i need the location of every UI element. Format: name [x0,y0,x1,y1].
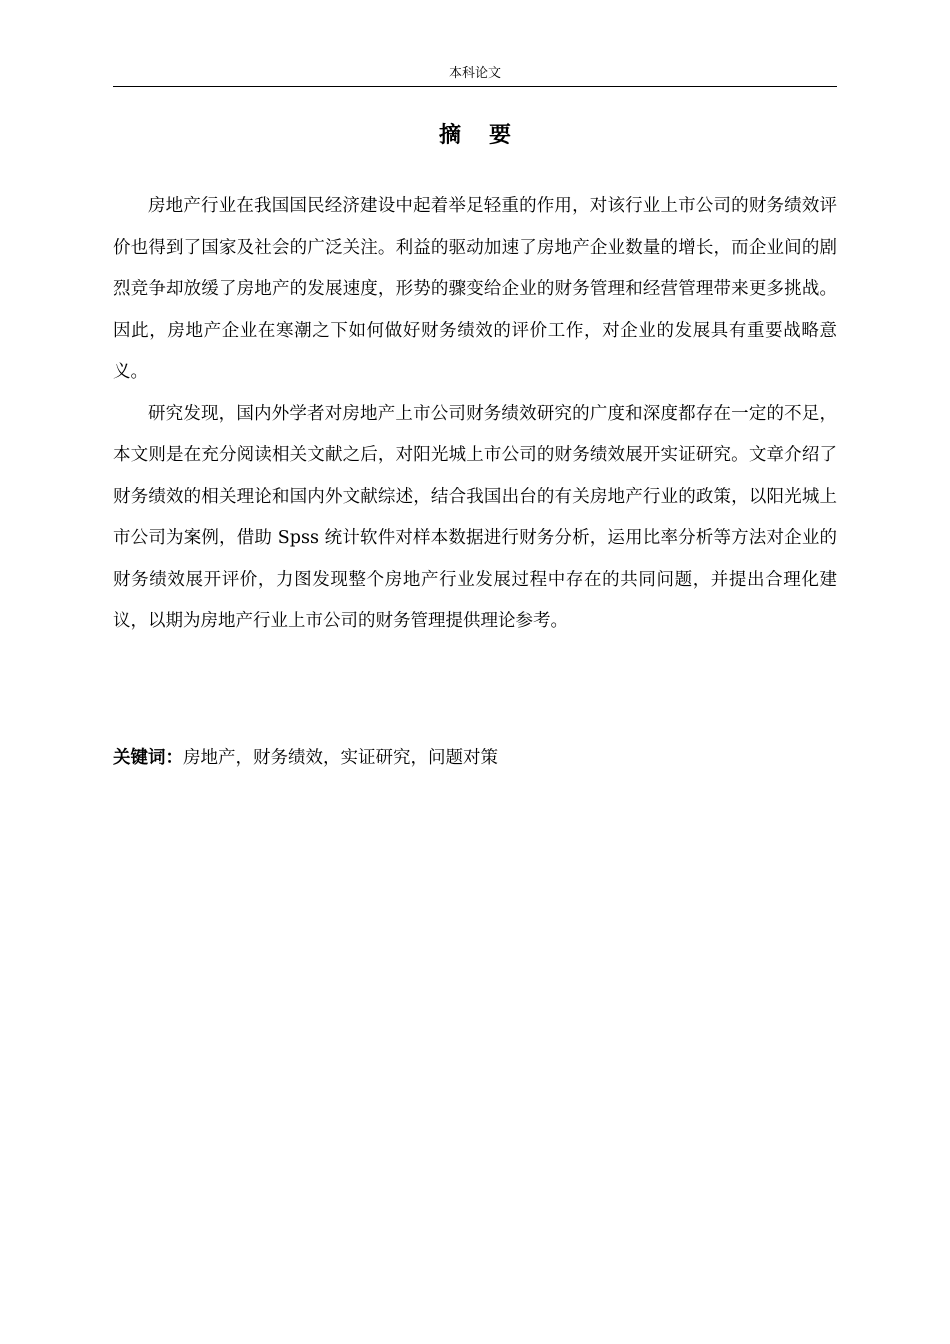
running-title: 本科论文 [448,66,501,81]
abstract-title: 摘要 [438,123,539,148]
keywords-value: 房地产，财务绩效，实证研究，问题对策 [183,748,498,768]
keywords-label: 关键词： [113,748,183,768]
abstract-paragraph-2: 研究发现，国内外学者对房地产上市公司财务绩效研究的广度和深度都存在一定的不足，本文则是在充分阅读相关文献之后，对阳光城上市公司的财务绩效展开实证研究。文章介绍了财务绩效的相关理论和国内外文献综述，结合我国出台的有关房地产行业的政策，以阳光城上市公司为案例，借助 Spss 统计软件对样本数据进行财务分析，运用比率分析等方法对企业的财务绩效展开评价，力图发现整个房地产行业发展过程中存在的共同问题，并提出合理化建议，以期为房地产行业上市公司的财务管理提供理论参考。 [113,403,837,631]
page-header [113,64,837,87]
abstract-body [113,186,837,643]
keywords-line [113,740,837,776]
abstract-paragraph-1: 房地产行业在我国国民经济建设中起着举足轻重的作用，对该行业上市公司的财务绩效评价也得到了国家及社会的广泛关注。利益的驱动加速了房地产企业数量的增长，而企业间的剧烈竞争却放缓了房地产的发展速度，形势的骤变给企业的财务管理和经营管理带来更多挑战。因此，房地产企业在寒潮之下如何做好财务绩效的评价工作，对企业的发展具有重要战略意义。 [113,196,837,382]
